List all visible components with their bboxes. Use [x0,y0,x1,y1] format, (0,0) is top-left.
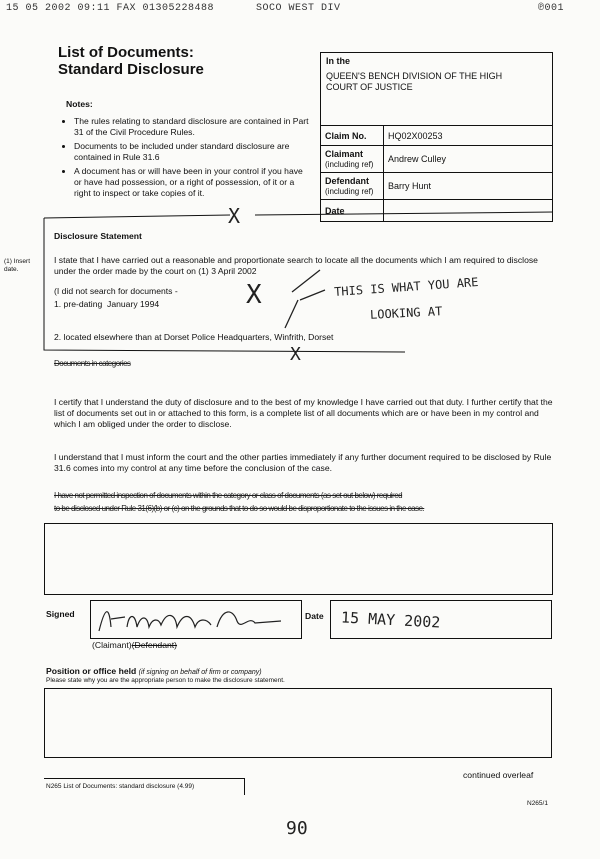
note-item: • Documents to be included under standard disclosure are contained in Rule 31.6 [74,141,312,163]
notes-heading: Notes: [66,99,93,109]
form-code-box [44,778,245,795]
disclosure-heading: Disclosure Statement [54,231,142,241]
fax-datetime: 15 05 2002 09:11 FAX 01305228488 [6,3,215,14]
page-number: 90 [286,818,308,839]
handwritten-note-line1: THIS IS WHAT YOU ARE [333,274,479,300]
court-name: QUEEN'S BENCH DIVISION OF THE HIGH COURT OF JUSTICE [326,71,503,92]
fax-sender: SOCO WEST DIV [256,3,341,14]
handwritten-note-line2: LOOKING AT [369,304,443,322]
struck-text-1: I have not permitted inspection of documents within the category or class of documents (as set out below) required [54,491,403,500]
claimant-value[interactable]: Andrew Culley [384,146,553,173]
fax-page: ℗001 [538,3,565,14]
certify-paragraph: I certify that I understand the duty of disclosure and to the best of my knowledge I have carried out that duty. I further certify that the list of documents set out in or attached to this form, is a complete list of all documents which are or have been in my control and which I am obliged under the order to disclose. [54,397,553,429]
position-box[interactable] [44,688,552,758]
categories-box[interactable] [44,523,553,595]
signatory-role-claimant: (Claimant) [92,640,132,650]
claimant-label: Claimant (including ref) [321,146,384,173]
exclusion-2[interactable]: 2. located elsewhere than at Dorset Police Headquarters, Winfrith, Dorset [54,332,334,342]
margin-note: (1) Insert date. [4,258,31,273]
form-title-line2: Standard Disclosure [58,61,204,78]
signature-box[interactable] [90,600,302,639]
struck-line: Documents in categories [54,359,131,368]
form-ref: N265/1 [527,800,548,807]
handwritten-x-mark: X [290,344,301,365]
exclusion-1: 1. pre-dating January 1994 [54,299,160,309]
date-label: Date [321,200,384,222]
position-sub: Please state why you are the appropriate person to make the disclosure statement. [46,677,285,684]
claim-no-label: Claim No. [321,126,384,146]
handwritten-x-mark: X [228,204,241,228]
signatory-role [92,640,177,651]
signatory-role-defendant: (Defendant) [131,640,178,650]
claim-no-value[interactable]: HQ02X00253 [384,126,553,146]
signed-date-label: Date [305,611,324,621]
note-item: • The rules relating to standard disclosure are contained in Part 31 of the Civil Procedure Rules. [74,116,312,138]
form-code: N265 List of Documents: standard disclosure (4.99) [46,783,195,790]
note-item: • A document has or will have been in your control if you have or have had possession, or a right of possession, of it or a right to inspect or take copies of it. [74,166,312,199]
disclosure-frame [0,0,600,380]
position-label: Position or office held (if signing on behalf of firm or company) [46,666,262,676]
signed-date-box[interactable] [330,600,552,639]
exclusion-1-value[interactable]: January 1994 [107,299,160,309]
continued-overleaf: continued overleaf [463,770,534,780]
order-date[interactable]: 3 April 2002 [211,266,257,276]
struck-text-2: to be disclosed under Rule 31(6)(b) or (c) on the grounds that to do so would be disproportionate to the issues in the case. [54,504,425,513]
defendant-label: Defendant (including ref) [321,173,384,200]
did-not-search: (I did not search for documents - [54,286,178,296]
disclosure-statement: I state that I have carried out a reasonable and proportionate search to locate all the documents which I am required to disclose under the order made by the court on (1) 3 April 2002 [54,255,538,276]
in-the-label: In the [326,56,350,66]
signature-scribble [91,601,301,638]
signed-label: Signed [46,609,75,619]
defendant-value[interactable]: Barry Hunt [384,173,553,200]
signed-date-value: 15 MAY 2002 [340,608,441,632]
handwritten-x-mark: X [246,280,262,310]
inform-paragraph: I understand that I must inform the court and the other parties immediately if any further document required to be disclosed by Rule 31.6 comes into my control at any time before the conclusion of the case. [54,452,552,473]
form-title-line1: List of Documents: [58,44,194,61]
